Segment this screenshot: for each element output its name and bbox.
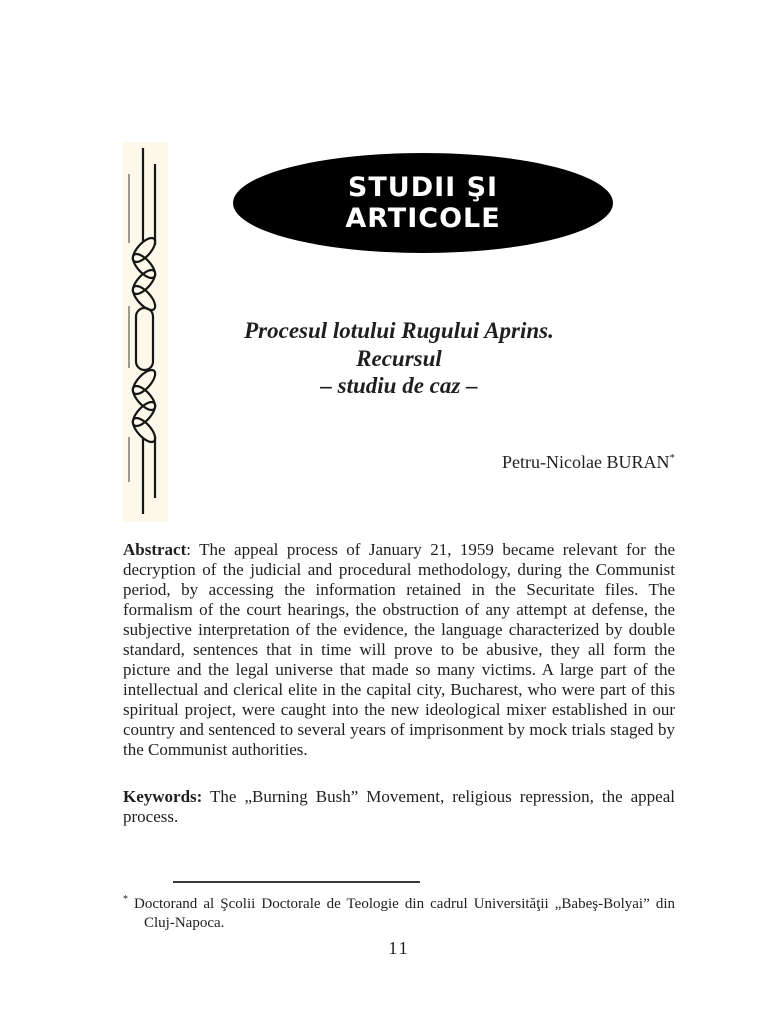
article-title xyxy=(123,317,675,400)
abstract-text: : The appeal process of January 21, 1959 became relevant for the decryption of the judicial and procedural methodology, during the Communist period, by accessing the information retained in the Securitate files. The formalism of the court hearings, the obstruction of any attempt at defense, the subjective interpretation of the evidence, the language characterized by double standard, sentences that in time will prove to be abusive, they all form the picture and the legal universe that made so many victims. A large part of the intellectual and clerical elite in the capital city, Bucharest, who were part of this spiritual project, were caught into the new ideological mixer established in our country and sentenced to several years of imprisonment by mock trials staged by the Communist authorities. xyxy=(123,540,675,759)
article-title-line-3: – studiu de caz – xyxy=(320,373,478,398)
footnote-text: Doctorand al Şcolii Doctorale de Teologie din cadrul Universităţii „Babeş-Bolyai” din Cluj-Napoca. xyxy=(134,896,675,931)
article-title-line-1: Procesul lotului Rugului Aprins. xyxy=(244,318,554,343)
author-footnote-mark: * xyxy=(669,452,675,464)
abstract-label: Abstract xyxy=(123,540,187,559)
article-title-line-2: Recursul xyxy=(356,345,442,371)
footnote xyxy=(123,890,675,933)
page-number: 11 xyxy=(388,938,410,958)
section-badge-line-1: STUDII ŞI xyxy=(347,172,499,203)
section-badge xyxy=(233,153,613,253)
footnote-marker: * xyxy=(123,894,128,905)
author-name: Petru-Nicolae BURAN xyxy=(502,452,670,472)
section-badge-line-2: ARTICOLE xyxy=(345,203,501,234)
footnote-separator-rule xyxy=(173,881,420,883)
keywords-text: The „Burning Bush” Movement, religious repression, the appeal process. xyxy=(123,787,675,826)
keywords-paragraph xyxy=(123,787,675,827)
keywords-label: Keywords: xyxy=(123,787,203,806)
abstract-paragraph xyxy=(123,540,675,760)
author-line xyxy=(123,452,675,473)
